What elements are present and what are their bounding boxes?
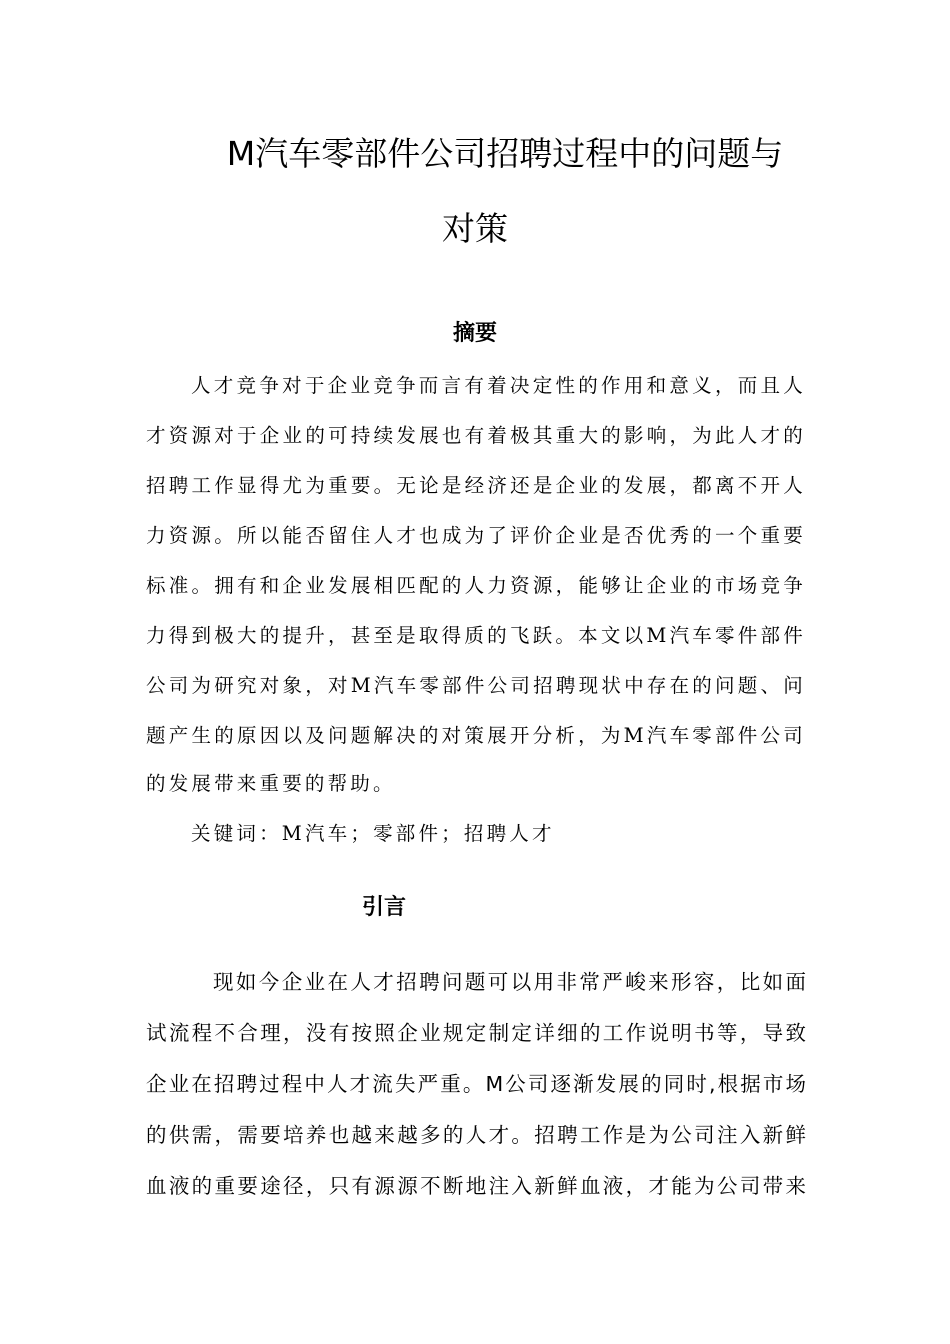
abstract-line: 才资源对于企业的可持续发展也有着极其重大的影响，为此人才的 [146,424,806,447]
abstract-heading: 摘要 [452,321,497,346]
abstract-line: 力得到极大的提升，甚至是取得质的飞跃。本文以M汽车零件部件 [146,624,806,647]
abstract-line: 招聘工作显得尤为重要。无论是经济还是企业的发展，都离不开人 [146,474,806,497]
document-title-line-1: M汽车零部件公司招聘过程中的问题与 [226,134,784,173]
introduction-line: 的供需，需要培养也越来越多的人才。招聘工作是为公司注入新鲜 [146,1123,806,1147]
abstract-line: 题产生的原因以及问题解决的对策展开分析，为M汽车零部件公司 [146,724,806,747]
introduction-line: 企业在招聘过程中人才流失严重。M公司逐渐发展的同时,根据市场 [146,1072,806,1096]
introduction-line: 血液的重要途径，只有源源不断地注入新鲜血液，才能为公司带来 [146,1174,806,1198]
introduction-heading: 引言 [362,895,407,920]
document-title-line-2: 对策 [442,209,508,248]
abstract-line: 标准。拥有和企业发展相匹配的人力资源，能够让企业的市场竞争 [146,574,806,597]
abstract-line: 公司为研究对象，对M汽车零部件公司招聘现状中存在的问题、问 [146,674,806,697]
introduction-line: 试流程不合理，没有按照企业规定制定详细的工作说明书等，导致 [146,1021,806,1045]
abstract-line: 的发展带来重要的帮助。 [146,772,396,795]
introduction-line: 现如今企业在人才招聘问题可以用非常严峻来形容，比如面 [213,970,806,994]
keywords-line: 关键词：M汽车；零部件；招聘人才 [191,822,555,845]
abstract-line: 力资源。所以能否留住人才也成为了评价企业是否优秀的一个重要 [146,524,806,547]
abstract-line: 人才竞争对于企业竞争而言有着决定性的作用和意义，而且人 [191,374,806,397]
